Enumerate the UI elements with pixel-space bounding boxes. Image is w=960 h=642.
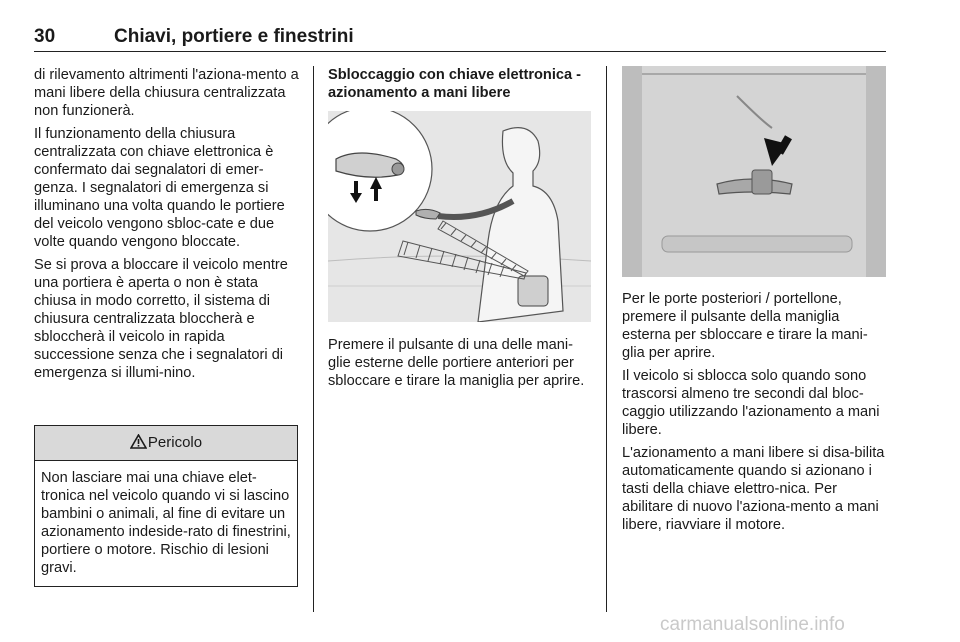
column-divider (313, 66, 314, 612)
paragraph: Premere il pulsante di una delle mani-glie esterne delle portiere anteriori per sbloccare e tirare la maniglia per aprire. (328, 337, 585, 389)
page-number: 30 (34, 26, 56, 47)
column-2 (328, 66, 592, 107)
warning-header (35, 426, 297, 461)
hands-free-unlock-illustration (328, 111, 591, 322)
chapter-title: Chiavi, portiere e finestrini (114, 26, 354, 47)
column-3 (622, 290, 888, 539)
paragraph: Se si prova a bloccare il veicolo mentre una portiera è aperta o non è stata chiusa in modo corretto, il sistema di chiusura centralizzata bloccherà e sbloccherà il veicolo in rapida successione senza che i segnalatori di emergenza si illumi-nino. (34, 257, 288, 381)
page-header (34, 26, 886, 52)
paragraph: Il funzionamento della chiusura centralizzata con chiave elettronica è confermato dai segnalatori di emer-genza. I segnalatori di emergenza si illuminano una volta quando le portiere del veicolo vengono sbloc-cate e due volte quando vengono bloccate. (34, 126, 285, 250)
footer-watermark-url: carmanualsonline.info (660, 614, 845, 635)
paragraph: Il veicolo si sblocca solo quando sono trascorsi almeno tre secondi dal bloc-caggio utilizzando l'azionamento a mani libere. (622, 368, 880, 438)
warning-box (34, 425, 298, 587)
column-2-body (328, 336, 592, 395)
paragraph: L'azionamento a mani libere si disa-bilita automaticamente quando si azionano i tasti della chiave elettro-nica. Per abilitare di nuovo l'aziona-mento a mani libere, riavviare il motore. (622, 445, 885, 533)
column-1 (34, 66, 300, 387)
column-divider (606, 66, 607, 612)
paragraph: di rilevamento altrimenti l'aziona-mento a mani libere della chiusura centralizzata non funzionerà. (34, 67, 299, 119)
warning-text: Non lasciare mai una chiave elet-tronica nel veicolo quando vi si lascino bambini o animali, al fine di evitare un azionamento indeside-rato di finestrini, portiere o motore. Rischio di lesioni gravi. (41, 470, 291, 576)
warning-title: Pericolo (147, 434, 203, 451)
section-heading: Sbloccaggio con chiave elettronica - azionamento a mani libere (328, 67, 582, 101)
rear-door-handle-illustration (622, 66, 886, 277)
warning-triangle-icon (130, 434, 147, 449)
paragraph: Per le porte posteriori / portellone, premere il pulsante della maniglia esterna per sbloccare e tirare la mani-glia per aprire. (622, 291, 868, 361)
